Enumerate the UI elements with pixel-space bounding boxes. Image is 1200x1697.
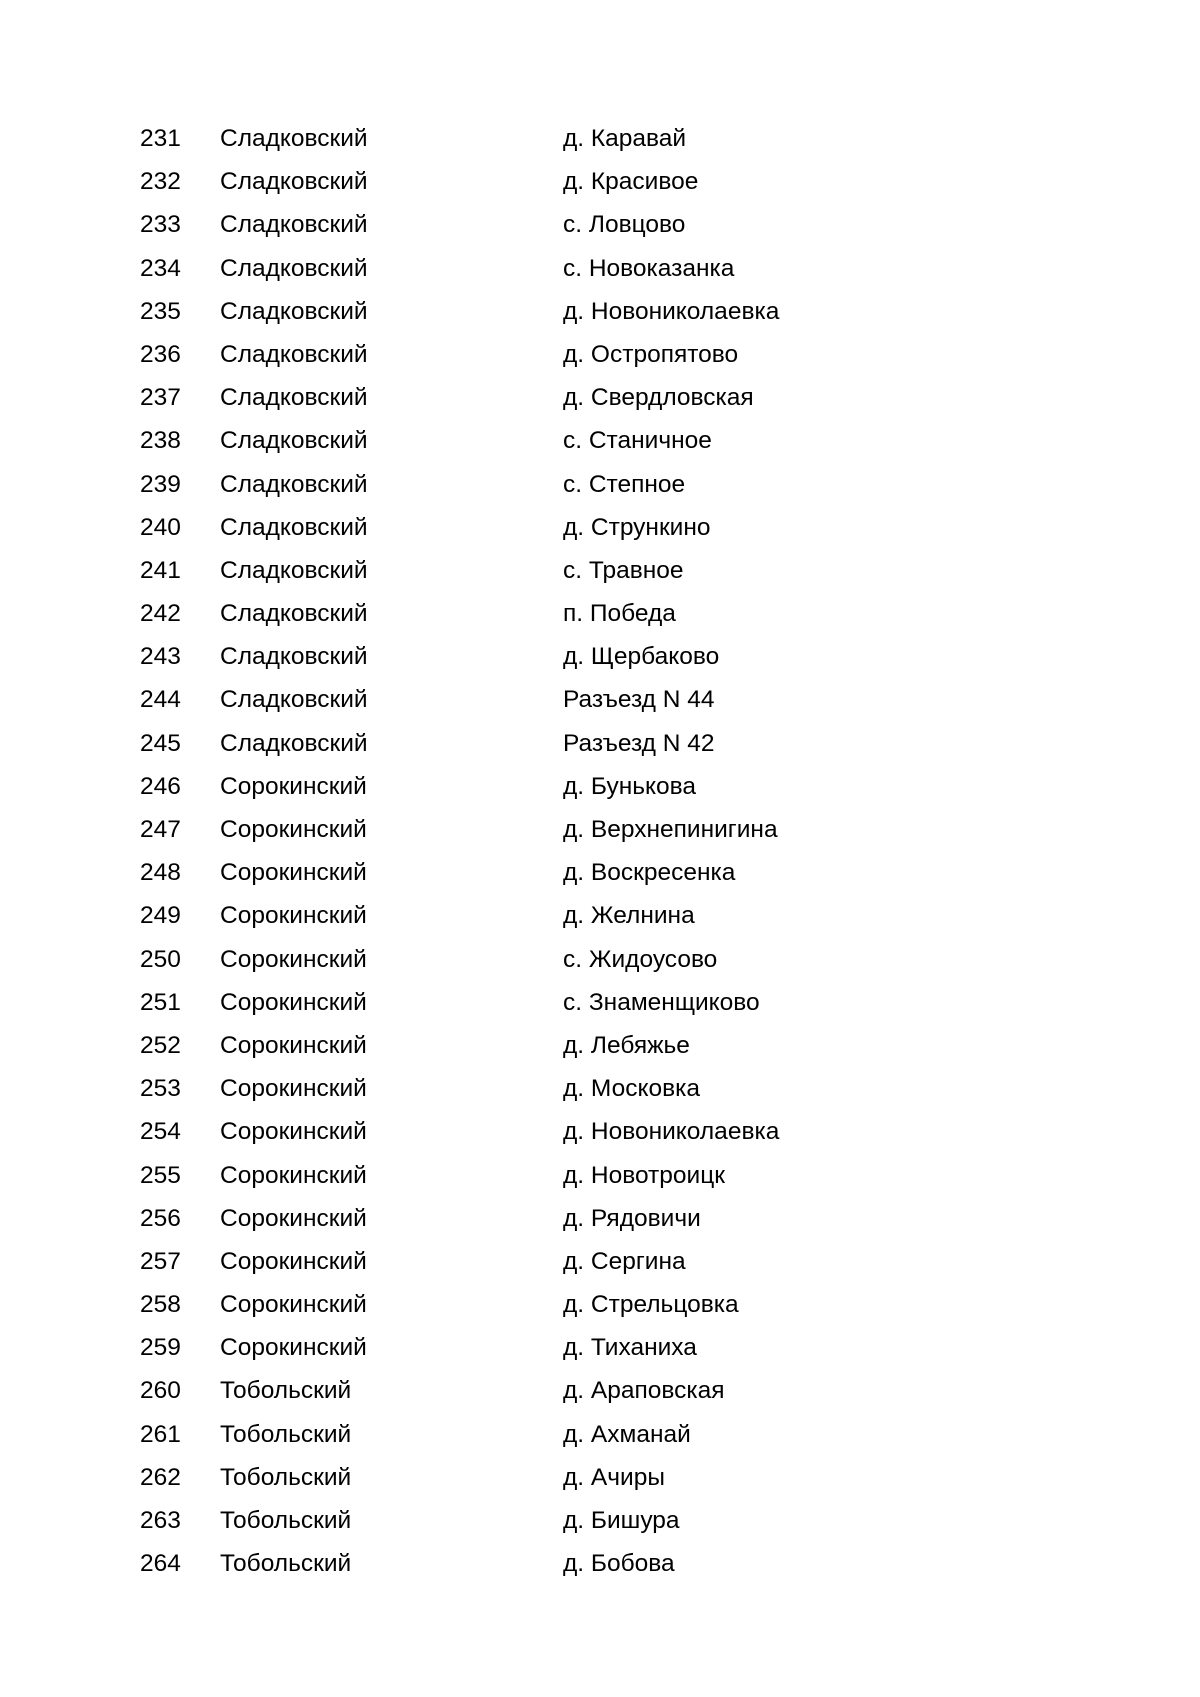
locality-name: д. Бобова — [563, 1550, 675, 1578]
row-number: 231 — [140, 125, 181, 152]
row-number: 247 — [140, 816, 181, 843]
row-number: 239 — [140, 470, 181, 498]
district-name: Сорокинский — [220, 1247, 367, 1275]
locality-name: д. Бунькова — [563, 772, 696, 800]
locality-name: с. Станичное — [563, 427, 712, 455]
table-row — [0, 1456, 1200, 1499]
locality-name: д. Щербаково — [563, 643, 720, 671]
row-number: 251 — [140, 988, 181, 1016]
locality-name: д. Араповская — [563, 1377, 725, 1405]
district-name: Сладковский — [220, 254, 368, 282]
district-name: Сорокинский — [220, 1291, 367, 1319]
row-number: 250 — [140, 945, 181, 973]
locality-name: с. Ловцово — [563, 211, 686, 239]
district-name: Тобольский — [220, 1463, 352, 1491]
locality-name: д. Верхнепинигина — [563, 816, 778, 843]
locality-name: д. Каравай — [563, 125, 687, 152]
district-name: Сорокинский — [220, 1031, 367, 1059]
district-name: Сорокинский — [220, 772, 367, 800]
table-row — [0, 938, 1200, 981]
table-row — [0, 678, 1200, 721]
locality-name: д. Сергина — [563, 1247, 686, 1275]
district-name: Сорокинский — [220, 859, 367, 887]
row-number: 234 — [140, 254, 181, 282]
table-row — [0, 506, 1200, 549]
locality-list — [0, 117, 1200, 1585]
row-number: 236 — [140, 340, 181, 368]
district-name: Сорокинский — [220, 988, 367, 1016]
row-number: 253 — [140, 1075, 181, 1103]
table-row — [0, 592, 1200, 635]
district-name: Сорокинский — [220, 816, 367, 843]
row-number: 252 — [140, 1031, 181, 1059]
row-number: 260 — [140, 1377, 181, 1405]
row-number: 249 — [140, 902, 181, 930]
district-name: Тобольский — [220, 1550, 352, 1578]
locality-name: с. Жидоусово — [563, 945, 718, 973]
table-row — [0, 851, 1200, 894]
row-number: 238 — [140, 427, 181, 455]
row-number: 261 — [140, 1420, 181, 1448]
district-name: Тобольский — [220, 1507, 352, 1534]
district-name: Сладковский — [220, 470, 368, 498]
locality-name: д. Рядовичи — [563, 1204, 701, 1232]
locality-name: д. Ахманай — [563, 1420, 691, 1448]
district-name: Сладковский — [220, 600, 368, 628]
table-row — [0, 1197, 1200, 1240]
district-name: Сладковский — [220, 384, 368, 412]
row-number: 240 — [140, 513, 181, 541]
table-row — [0, 722, 1200, 765]
district-name: Тобольский — [220, 1420, 352, 1448]
locality-name: с. Знаменщиково — [563, 988, 760, 1016]
row-number: 262 — [140, 1463, 181, 1491]
row-number: 243 — [140, 643, 181, 671]
locality-name: Разъезд N 42 — [563, 729, 715, 757]
table-row — [0, 290, 1200, 333]
locality-name: д. Воскресенка — [563, 859, 736, 887]
row-number: 241 — [140, 556, 181, 584]
table-row — [0, 1326, 1200, 1369]
row-number: 232 — [140, 168, 181, 196]
locality-name: Разъезд N 44 — [563, 686, 715, 714]
table-row — [0, 1154, 1200, 1197]
table-row — [0, 1240, 1200, 1283]
locality-name: с. Степное — [563, 470, 686, 498]
row-number: 259 — [140, 1334, 181, 1362]
district-name: Тобольский — [220, 1377, 352, 1405]
row-number: 264 — [140, 1550, 181, 1578]
row-number: 235 — [140, 297, 181, 325]
district-name: Сладковский — [220, 513, 368, 541]
district-name: Сладковский — [220, 168, 368, 196]
table-row — [0, 1110, 1200, 1153]
row-number: 246 — [140, 772, 181, 800]
table-row — [0, 376, 1200, 419]
locality-name: д. Новотроицк — [563, 1161, 725, 1189]
district-name: Сорокинский — [220, 902, 367, 930]
district-name: Сорокинский — [220, 1334, 367, 1362]
district-name: Сладковский — [220, 297, 368, 325]
table-row — [0, 635, 1200, 678]
locality-name: с. Травное — [563, 556, 684, 584]
table-row — [0, 1413, 1200, 1456]
locality-name: д. Лебяжье — [563, 1031, 690, 1059]
district-name: Сладковский — [220, 686, 368, 714]
row-number: 256 — [140, 1204, 181, 1232]
district-name: Сорокинский — [220, 1161, 367, 1189]
locality-name: д. Московка — [563, 1075, 700, 1103]
district-name: Сладковский — [220, 211, 368, 239]
table-row — [0, 1283, 1200, 1326]
district-name: Сладковский — [220, 643, 368, 671]
table-row — [0, 808, 1200, 851]
table-row — [0, 463, 1200, 506]
district-name: Сладковский — [220, 556, 368, 584]
district-name: Сладковский — [220, 729, 368, 757]
locality-name: д. Новониколаевка — [563, 297, 780, 325]
table-row — [0, 1067, 1200, 1110]
table-row — [0, 247, 1200, 290]
district-name: Сладковский — [220, 340, 368, 368]
district-name: Сорокинский — [220, 945, 367, 973]
locality-name: д. Стрункино — [563, 513, 711, 541]
row-number: 257 — [140, 1247, 181, 1275]
locality-name: д. Красивое — [563, 168, 699, 196]
table-row — [0, 160, 1200, 203]
locality-name: д. Бишура — [563, 1507, 680, 1534]
row-number: 263 — [140, 1507, 181, 1534]
table-row — [0, 203, 1200, 246]
table-row — [0, 419, 1200, 462]
district-name: Сладковский — [220, 427, 368, 455]
row-number: 237 — [140, 384, 181, 412]
district-name: Сорокинский — [220, 1204, 367, 1232]
row-number: 244 — [140, 686, 181, 714]
locality-name: с. Новоказанка — [563, 254, 735, 282]
locality-name: д. Новониколаевка — [563, 1118, 780, 1146]
row-number: 255 — [140, 1161, 181, 1189]
locality-name: п. Победа — [563, 600, 676, 628]
row-number: 248 — [140, 859, 181, 887]
table-row — [0, 1542, 1200, 1585]
table-row — [0, 117, 1200, 160]
table-row — [0, 333, 1200, 376]
table-row — [0, 894, 1200, 937]
district-name: Сорокинский — [220, 1118, 367, 1146]
locality-name: д. Свердловская — [563, 384, 754, 412]
table-row — [0, 1024, 1200, 1067]
table-row — [0, 1369, 1200, 1412]
row-number: 245 — [140, 729, 181, 757]
locality-name: д. Стрельцовка — [563, 1291, 739, 1319]
locality-name: д. Желнина — [563, 902, 695, 930]
district-name: Сорокинский — [220, 1075, 367, 1103]
table-row — [0, 981, 1200, 1024]
row-number: 254 — [140, 1118, 181, 1146]
table-row — [0, 1499, 1200, 1542]
row-number: 258 — [140, 1291, 181, 1319]
row-number: 233 — [140, 211, 181, 239]
district-name: Сладковский — [220, 125, 368, 152]
table-row — [0, 549, 1200, 592]
table-row — [0, 765, 1200, 808]
locality-name: д. Ачиры — [563, 1463, 665, 1491]
locality-name: д. Остропятово — [563, 340, 739, 368]
row-number: 242 — [140, 600, 181, 628]
locality-name: д. Тиханиха — [563, 1334, 697, 1362]
